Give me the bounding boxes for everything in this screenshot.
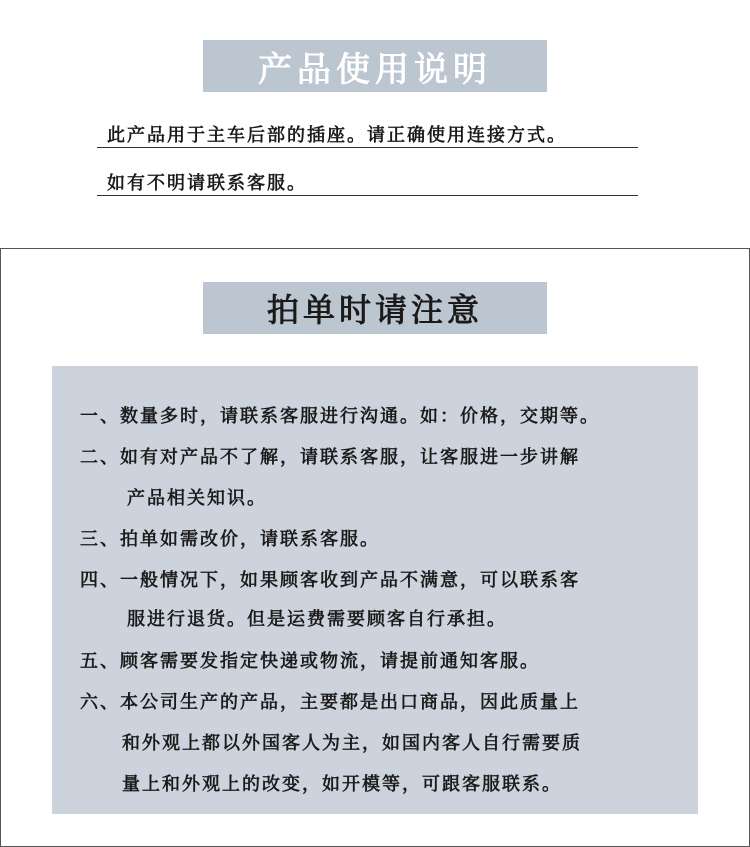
notice-item-2: 二、如有对产品不了解，请联系客服，让客服进一步讲解 xyxy=(80,447,580,468)
notice-item-4: 四、一般情况下，如果顾客收到产品不满意，可以联系客 xyxy=(80,570,580,591)
notice-title: 拍单时请注意 xyxy=(266,291,483,329)
usage-line-1: 此产品用于主车后部的插座。请正确使用连接方式。 xyxy=(107,125,567,146)
usage-title: 产品使用说明 xyxy=(258,49,492,90)
usage-title-banner xyxy=(203,40,547,92)
notice-item-2-cont: 产品相关知识。 xyxy=(127,488,267,509)
underline-1 xyxy=(97,147,638,148)
notice-item-6-cont-1: 和外观上都以外国客人为主，如国内客人自行需要质 xyxy=(122,733,582,754)
notice-item-3: 三、拍单如需改价，请联系客服。 xyxy=(80,529,380,550)
notice-title-banner xyxy=(203,282,547,334)
underline-2 xyxy=(97,195,638,196)
notice-item-1: 一、数量多时，请联系客服进行沟通。如：价格，交期等。 xyxy=(80,406,600,427)
usage-line-2: 如有不明请联系客服。 xyxy=(107,173,307,194)
notice-item-5: 五、顾客需要发指定快递或物流，请提前通知客服。 xyxy=(80,651,540,672)
notice-item-6-cont-2: 量上和外观上的改变，如开模等，可跟客服联系。 xyxy=(122,774,562,795)
notice-item-6: 六、本公司生产的产品，主要都是出口商品，因此质量上 xyxy=(80,692,580,713)
notice-item-4-cont: 服进行退货。但是运费需要顾客自行承担。 xyxy=(127,609,507,630)
